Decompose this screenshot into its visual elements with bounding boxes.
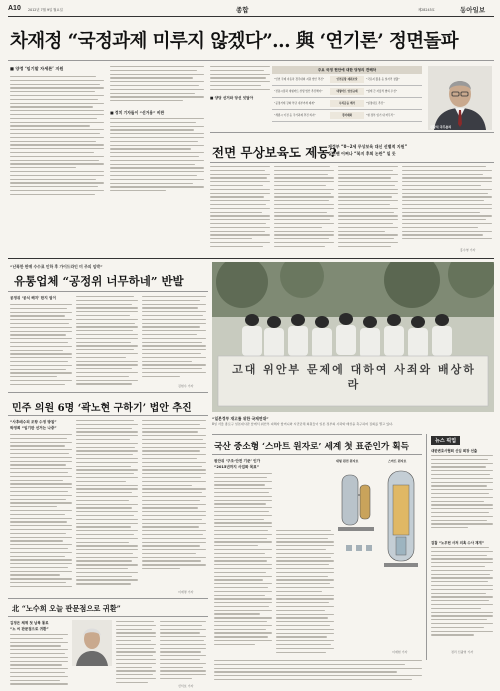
- lead-table-cell-left: “인천 국제 자동차 경주대회 지원 법안 추진”: [274, 77, 325, 81]
- lead-table-cell-left: “세종시 이전 등 국가과제 추진 의지”: [274, 113, 316, 117]
- feature-rule: [210, 162, 494, 163]
- lead-body-col1: [10, 76, 104, 200]
- portrait-icon: [428, 66, 492, 130]
- law-body-col3: [142, 420, 206, 588]
- mid-left-kicker: “난폭한 판매 수수료 인하 후 가이드라인 미 주의 임박”: [10, 264, 103, 269]
- north-subhead-1: 김정은 체제 첫 남북 통로: [10, 621, 49, 625]
- news-brief-box: [426, 434, 494, 660]
- north-rule: [8, 616, 208, 617]
- date-line: 2012년 7월 9일 월요일: [28, 8, 63, 12]
- lead-headline-rule: [8, 60, 494, 61]
- paper-logo: 동아일보: [460, 6, 486, 14]
- reactor-label-large: 대형 원전 원자로: [336, 459, 359, 463]
- north-subhead-2: “노 씨 판문점으로 귀환”: [10, 627, 49, 631]
- law-rule-top: [8, 392, 208, 393]
- news-brief-title: 뉴스 픽업: [431, 436, 460, 445]
- mid-left-body-col1: [10, 304, 72, 388]
- law-body-col2: [76, 420, 138, 594]
- portrait-photo: [428, 66, 492, 130]
- north-body-col1: [10, 634, 68, 688]
- lead-table-title: 주요 국정 현안에 대한 당청의 견해차: [272, 66, 422, 74]
- tech-rule: [212, 454, 422, 455]
- lead-table-row: [272, 74, 422, 86]
- rally-banner-text: 고대 위안부 문제에 대하여 사죄와 배상하라: [232, 363, 476, 391]
- lead-headline: 차재정 “국정과제 미루지 않겠다”… 與 ‘연기론’ 정면돌파: [10, 31, 459, 52]
- feature-body-col1: [210, 166, 270, 254]
- feature-body-col2: [274, 166, 334, 254]
- law-body-col1: [10, 434, 72, 594]
- section-name: 종합: [236, 6, 249, 14]
- mid-left-body-col2: [76, 296, 138, 388]
- lead-table-row: [272, 86, 422, 98]
- north-byline: 신석호 기자: [178, 684, 194, 688]
- upper-section-rule: [8, 258, 494, 259]
- lead-table-cell-mid: 인천공항 재원조달: [330, 76, 364, 83]
- feature-headline: 전면 무상보육도 제동?: [212, 145, 337, 160]
- tech-subhead-2: “2015년까지 사업화 목표”: [214, 465, 260, 469]
- lead-body-col2b: [110, 118, 204, 200]
- lead-table-cell-mid: 경자제화: [330, 112, 364, 119]
- tech-subhead-1: 원안위 ‘구조·안전 기준’ 인가: [214, 459, 261, 463]
- masthead: [8, 5, 494, 15]
- lead-kicker: ■ 양정 ‘임기말 자세론’ 지원: [10, 66, 64, 71]
- reactor-diagram-icon: [336, 465, 422, 589]
- feature-byline: 홍수영 기자: [460, 248, 476, 252]
- tech-byline: 이재현 기자: [392, 650, 408, 654]
- news-brief-headline-1: 대한변호사협회 신임 회장 선출: [431, 449, 478, 453]
- law-rule: [8, 415, 208, 416]
- feature-body-col3: [338, 166, 398, 254]
- reactor-label-smart: 스마트 원자로: [388, 459, 407, 463]
- lead-rule: [210, 132, 494, 133]
- tech-body-col1: [214, 473, 272, 653]
- mid-left-subhead: 공정위 ‘공식 해지’ 한지 엄이: [10, 296, 56, 300]
- tech-headline: 국산 중소형 ‘스마트 원자로’ 세계 첫 표준인가 획득: [214, 442, 410, 452]
- law-headline: 민주 의원 6명 ‘곽노현 구하기’ 법안 추진: [12, 403, 192, 414]
- tech-bottom-strip: [214, 660, 422, 686]
- mid-left-body-col3: [142, 296, 206, 384]
- news-brief-headline-2: 검찰 “노무현 사저 의혹 수사 재개”: [431, 541, 484, 545]
- tech-body-col2: [276, 530, 334, 656]
- lead-table: [272, 66, 422, 130]
- north-rule-top: [8, 598, 208, 599]
- law-subhead-2: 박정희 “임기판 선거는 나중”: [10, 426, 57, 430]
- mid-left-headline: 유통업체 “공정위 너무하네” 반발: [14, 274, 184, 288]
- north-portrait-icon: [72, 620, 112, 666]
- lead-table-cell-left: “공정거래 강화 부당 내부거래 제재”: [274, 101, 316, 105]
- page-number: A10: [8, 5, 21, 12]
- lead-table-cell-right: “국유지 활용 등 일자리 창출”: [366, 77, 400, 81]
- mid-left-rule: [8, 291, 208, 292]
- news-brief-body-1: [431, 455, 493, 535]
- tech-rule-top: [212, 434, 422, 435]
- north-portrait-photo: [72, 620, 112, 666]
- lead-table-row: [272, 110, 422, 122]
- feature-subhead-1: 재정부 “0∼2세 무상보육 대신 선별적 지원”: [328, 144, 408, 149]
- mid-left-byline: 김현수 기자: [178, 384, 194, 388]
- lead-body-col3: [210, 66, 270, 96]
- news-brief-body-2: [431, 547, 493, 647]
- lead-table-row: [272, 98, 422, 110]
- feature-subhead-2: 실현땐 어쩌나 “복지 후퇴 논란” 일 듯: [328, 151, 396, 156]
- photo-caption-title: “일본정부 재고를 위한 국제연대”: [212, 416, 269, 421]
- portrait-caption: 김황식 국무총리: [430, 125, 452, 129]
- edition-number: 제28245호: [418, 8, 435, 12]
- lead-table-cell-right: “현 정부 임기 내 마무리”: [366, 113, 395, 117]
- lead-subhead-2: ■ 양당 선거와 당선 잇달아: [210, 96, 254, 100]
- north-body-col3: [160, 621, 206, 683]
- lead-body-col2: [110, 66, 204, 108]
- lead-subhead-1: ■ 정치 기자들이 “선거용” 비판: [110, 110, 165, 115]
- lead-table-cell-left: “전통시장과 대형마트 상생 법안 추진해야”: [274, 89, 323, 93]
- lead-table-cell-mid: 대형마트 영업규제: [330, 88, 364, 95]
- photo-caption-text: 8일 서울 종로구 일본대사관 앞에서 위안부 피해자 할머니와 시민단체 회원들이 일본 정부의 사과와 배상을 촉구하며 집회를 열고 있다.: [212, 422, 394, 426]
- lead-table-cell-right: “업계 간 자율적 협의 우선”: [366, 89, 398, 93]
- feature-body-col4: [402, 166, 492, 246]
- lead-table-cell-right: “일정대로 추진”: [366, 101, 385, 105]
- north-body-col2: [116, 621, 156, 687]
- lead-table-body: [272, 74, 422, 122]
- law-byline: 이재명 기자: [178, 590, 194, 594]
- reactor-diagram: [336, 459, 422, 589]
- rally-photo: [212, 262, 494, 412]
- news-brief-byline: 정리 신광영 기자: [451, 650, 474, 654]
- lead-table-cell-mid: 우리금융 매각: [330, 100, 364, 107]
- masthead-rule: [8, 16, 494, 17]
- law-subhead-1: “사후매수죄 조항 수정 방침”: [10, 420, 57, 424]
- north-headline: 北 “노수희 오늘 판문점으로 귀환”: [12, 604, 121, 613]
